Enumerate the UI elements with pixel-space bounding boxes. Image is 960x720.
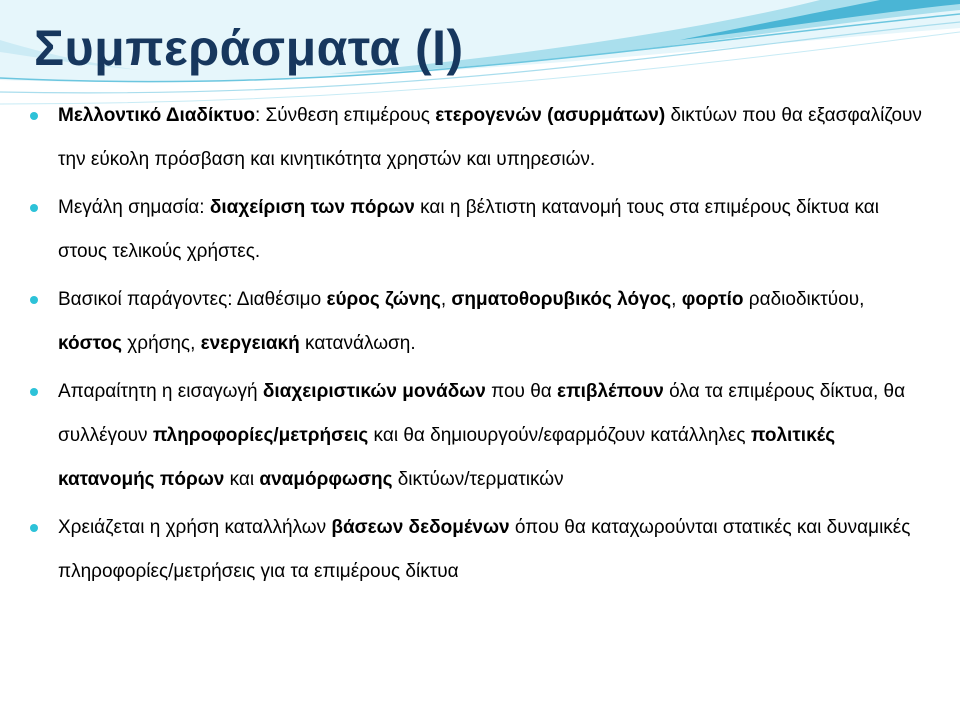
bullet-bold-segment: εύρος ζώνης bbox=[326, 289, 441, 310]
bullet-text bbox=[58, 517, 910, 582]
bullet-segment: ραδιοδικτύου, bbox=[743, 289, 865, 310]
bullet-segment: όπου θα καταχωρούνται στατικές και δυναμικές πληροφορίες/μετρήσεις για τα επιμέρους δίκτυα bbox=[58, 517, 911, 582]
bullet-text bbox=[58, 381, 905, 490]
bullet-bold-segment: αναμόρφωσης bbox=[259, 469, 393, 490]
bullet-bold-segment: ενεργειακή bbox=[200, 333, 300, 354]
bullet-segment: Χρειάζεται η χρήση καταλλήλων bbox=[58, 517, 332, 538]
bullet-bold-segment: επιβλέπουν bbox=[557, 381, 664, 402]
bullet-item bbox=[28, 94, 928, 182]
bullet-segment: Βασικοί παράγοντες: Διαθέσιμο bbox=[58, 289, 327, 310]
bullet-bold-segment: κόστος bbox=[58, 333, 123, 354]
bullet-bold-segment: πολιτικές κατανομής πόρων bbox=[58, 425, 836, 490]
bullet-text bbox=[58, 289, 864, 354]
bullet-segment: δικτύων/τερματικών bbox=[392, 469, 564, 490]
bullet-segment: και bbox=[224, 469, 260, 490]
filled-circle-icon bbox=[30, 524, 38, 532]
bullet-bold-segment: Μελλοντικό Διαδίκτυο bbox=[58, 105, 255, 126]
bullet-segment: Μεγάλη σημασία: bbox=[58, 197, 210, 218]
bullet-item bbox=[28, 370, 928, 502]
bullet-segment: και θα δημιουργούν/εφαρμόζουν κατάλληλες bbox=[368, 425, 751, 446]
bullet-segment: Απαραίτητη η εισαγωγή bbox=[58, 381, 263, 402]
bullet-segment: που θα bbox=[485, 381, 558, 402]
bullet-bold-segment: φορτίο bbox=[681, 289, 744, 310]
bullet-item bbox=[28, 506, 928, 594]
bullet-bold-segment: ετερογενών (ασυρμάτων) bbox=[435, 105, 666, 126]
bullet-segment: κατανάλωση. bbox=[299, 333, 416, 354]
filled-circle-icon bbox=[30, 112, 38, 120]
slide-title: Συμπεράσματα (Ι) bbox=[34, 20, 464, 76]
bullet-list bbox=[28, 94, 928, 598]
bullet-text bbox=[58, 197, 879, 262]
filled-circle-icon bbox=[30, 204, 38, 212]
bullet-bold-segment: πληροφορίες/μετρήσεις bbox=[152, 425, 369, 446]
bullet-segment: , bbox=[440, 289, 452, 310]
bullet-segment: χρήσης, bbox=[122, 333, 201, 354]
bullet-segment: : Σύνθεση επιμέρους bbox=[254, 105, 436, 126]
bullet-item bbox=[28, 278, 928, 366]
bullet-bold-segment: διαχείριση των πόρων bbox=[209, 197, 415, 218]
filled-circle-icon bbox=[30, 388, 38, 396]
bullet-bold-segment: διαχειριστικών μονάδων bbox=[262, 381, 486, 402]
bullet-bold-segment: βάσεων δεδομένων bbox=[331, 517, 510, 538]
bullet-item bbox=[28, 186, 928, 274]
bullet-segment: και η βέλτιστη κατανομή τους στα επιμέρους δίκτυα και στους τελικούς χρήστες. bbox=[58, 197, 879, 262]
bullet-bold-segment: σηματοθορυβικός λόγος bbox=[451, 289, 672, 310]
bullet-segment: όλα τα επιμέρους δίκτυα, θα συλλέγουν bbox=[58, 381, 906, 446]
bullet-text bbox=[58, 105, 922, 170]
bullet-segment: δικτύων που θα εξασφαλίζουν την εύκολη πρόσβαση και κινητικότητα χρηστών και υπηρεσιών. bbox=[58, 105, 922, 170]
bullet-segment: , bbox=[671, 289, 682, 310]
filled-circle-icon bbox=[30, 296, 38, 304]
